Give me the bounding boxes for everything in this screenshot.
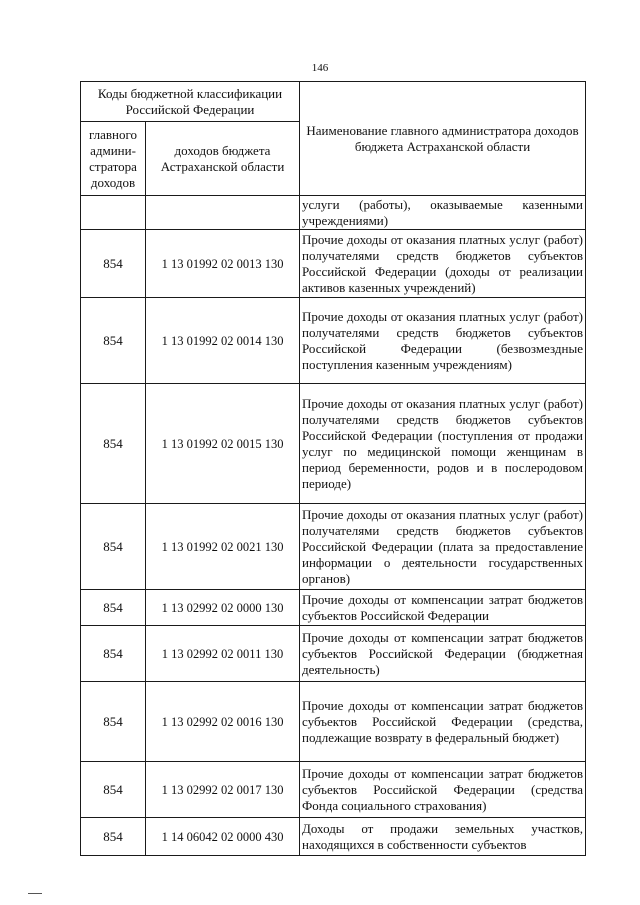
admin-code-cell: 854	[81, 504, 146, 590]
admin-code-cell: 854	[81, 590, 146, 626]
revenue-name-cell: услуги (работы), оказываемые казенными учреждениями)	[300, 196, 586, 230]
table-row	[81, 298, 586, 384]
revenue-code-header-cell: доходов бюджета Астраханской области	[146, 122, 300, 196]
revenue-name-cell: Прочие доходы от компенсации затрат бюджетов субъектов Российской Федерации (бюджетная деятельность)	[300, 626, 586, 682]
table-row	[81, 504, 586, 590]
footer-divider	[28, 893, 42, 894]
revenue-code-cell: 1 13 02992 02 0000 130	[146, 590, 300, 626]
revenue-name-cell: Прочие доходы от оказания платных услуг (работ) получателями средств бюджетов субъектов Российской Федерации (поступления от продажи услуг по медицинской помощи женщинам в период беременности, родов и в послеродовом периоде)	[300, 384, 586, 504]
admin-code-cell: 854	[81, 682, 146, 762]
budget-classification-table	[80, 81, 586, 856]
revenue-code-cell: 1 13 02992 02 0011 130	[146, 626, 300, 682]
table-row	[81, 762, 586, 818]
table-row	[81, 196, 586, 230]
admin-code-cell: 854	[81, 762, 146, 818]
revenue-code-cell: 1 14 06042 02 0000 430	[146, 818, 300, 856]
table-row	[81, 590, 586, 626]
revenue-code-cell: 1 13 02992 02 0017 130	[146, 762, 300, 818]
codes-header-cell: Коды бюджетной классификации Российской Федерации	[81, 82, 300, 122]
revenue-name-cell: Прочие доходы от оказания платных услуг (работ) получателями средств бюджетов субъектов Российской Федерации (безвозмездные поступления казенным учреждениям)	[300, 298, 586, 384]
header-row-codes	[81, 82, 586, 122]
table-row	[81, 626, 586, 682]
admin-code-cell: 854	[81, 230, 146, 298]
admin-code-cell: 854	[81, 818, 146, 856]
revenue-code-cell: 1 13 01992 02 0013 130	[146, 230, 300, 298]
table-row	[81, 818, 586, 856]
revenue-name-cell: Прочие доходы от оказания платных услуг (работ) получателями средств бюджетов субъектов Российской Федерации (плата за предоставление информации о деятельности государственных органов)	[300, 504, 586, 590]
admin-header-cell: главного админи-стратора доходов	[81, 122, 146, 196]
revenue-name-cell: Прочие доходы от оказания платных услуг (работ) получателями средств бюджетов субъектов Российской Федерации (доходы от реализации активов казенных учреждений)	[300, 230, 586, 298]
revenue-name-cell: Прочие доходы от компенсации затрат бюджетов субъектов Российской Федерации (средства, подлежащие возврату в федеральный бюджет)	[300, 682, 586, 762]
revenue-code-cell: 1 13 01992 02 0021 130	[146, 504, 300, 590]
admin-code-cell	[81, 196, 146, 230]
revenue-code-cell: 1 13 01992 02 0014 130	[146, 298, 300, 384]
admin-code-cell: 854	[81, 298, 146, 384]
revenue-name-cell: Доходы от продажи земельных участков, находящихся в собственности субъектов	[300, 818, 586, 856]
admin-code-cell: 854	[81, 626, 146, 682]
revenue-name-cell: Прочие доходы от компенсации затрат бюджетов субъектов Российской Федерации (средства Фонда социального страхования)	[300, 762, 586, 818]
name-header-cell: Наименование главного администратора доходов бюджета Астраханской области	[300, 82, 586, 196]
revenue-code-cell: 1 13 01992 02 0015 130	[146, 384, 300, 504]
table-row	[81, 682, 586, 762]
revenue-code-cell: 1 13 02992 02 0016 130	[146, 682, 300, 762]
page-number: 146	[311, 62, 329, 74]
table-row	[81, 384, 586, 504]
table-row	[81, 230, 586, 298]
admin-code-cell: 854	[81, 384, 146, 504]
revenue-name-cell: Прочие доходы от компенсации затрат бюджетов субъектов Российской Федерации	[300, 590, 586, 626]
revenue-code-cell	[146, 196, 300, 230]
